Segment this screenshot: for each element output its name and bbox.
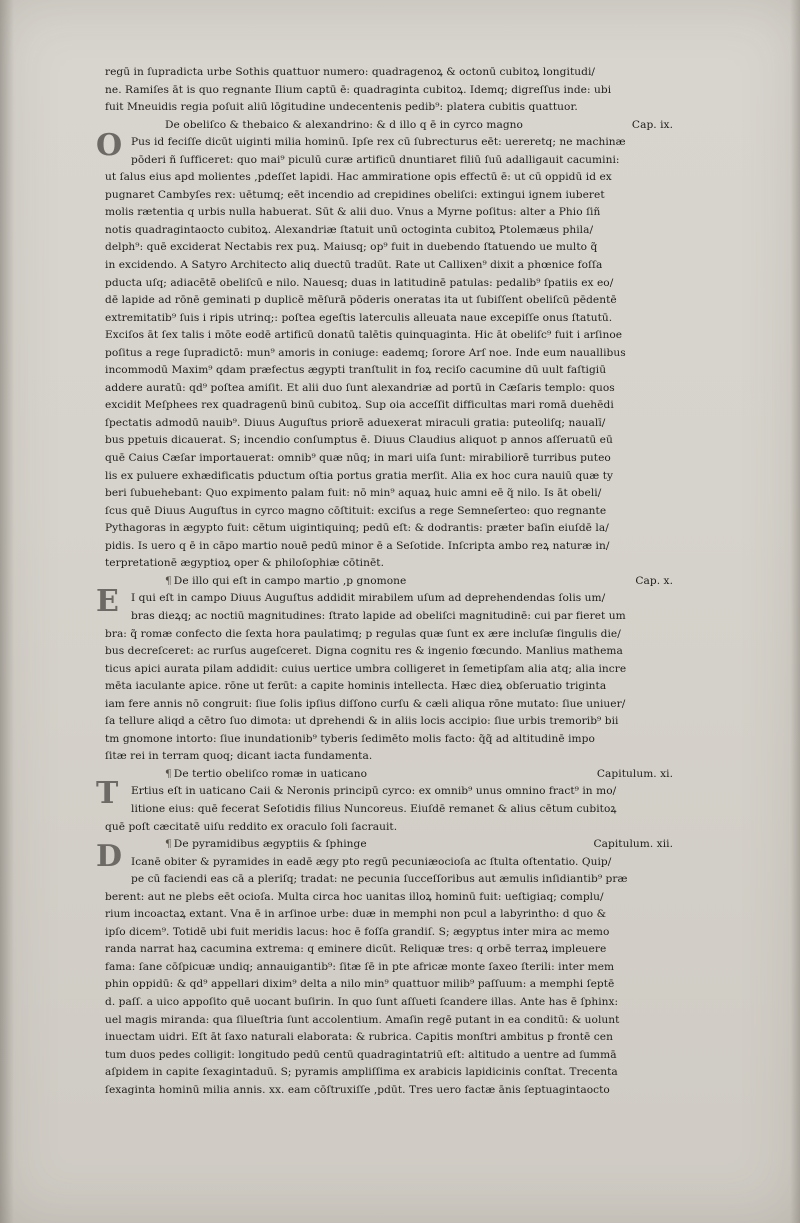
text-line: bus ppetuis dicauerat. S; incendio conſumptus ē. Diuus Claudius aliquot p annos aſſeruatū eū: [105, 434, 613, 447]
text-line: bra: q̃ romæ confecto die ſexta hora paulatimq; p regulas quæ ſunt ex ære incluſæ ſingulis die/: [105, 627, 621, 640]
text-line: randa narrat haꝝ cacumina extrema: q eminere dicūt. Reliquæ tres: q orbē terraꝝ impleuere: [105, 943, 607, 956]
text-line: quē poſt cæcitatē uiſu reddito ex oraculo ſoli ſacrauit.: [105, 820, 398, 833]
text-line: I qui eſt in campo Diuus Auguſtus addidit mirabilem uſum ad deprehendendas ſolis um/: [131, 592, 606, 605]
text-line: beri ſubuehebant: Quo expimento palam fuit: nō min⁹ aquaꝝ huic amni eē q̃ nilo. Is āt obeli/: [105, 487, 602, 500]
text-line: pducta uſq; adiacētē obeliſcū e nilo. Nauesq; duas in latitudinē patulas: pedalib⁹ ſpatiis ex eo/: [105, 276, 614, 289]
heading-title: De obeliſco & thebaico & alexandrino: & d illo q ē in cyrco magno: [165, 118, 523, 131]
text-line: excidit Meſphees rex quadragenū binū cubitoꝝ. Sup oia acceſſit difficultas mari romā duehēdi: [105, 399, 614, 412]
heading-title: De pyramidibus ægyptiis & ſphinge: [173, 838, 367, 851]
text-line: fuit Mneuidis regia poſuit aliū lōgitudine undecentenis pedib⁹: platera cubitis quattuor.: [105, 101, 578, 114]
text-line: pe cū faciendi eas cā a pleriſq; tradat: ne pecunia ſucceſſoribus aut æmulis inſidiantib⁹ præ: [131, 873, 628, 886]
pilcrow-icon: ¶: [165, 767, 172, 780]
chapter-number: Capitulum. xi.: [596, 767, 673, 780]
text-line: mēta iaculante apice. rōne ut ferūt: a capite hominis intellecta. Hæc dieꝝ obſeruatio triginta: [105, 680, 607, 693]
initial-letter-t: T: [96, 776, 119, 811]
page-edge-shadow-right: [790, 0, 800, 1223]
text-line: Pythagoras in ægypto fuit: cētum uigintiquinq; pedū eſt: & dodrantis: præter baſin eiuſdē la/: [105, 522, 609, 535]
text-line: uel magis miranda: qua ſilueſtria ſunt accolentium. Amaſin regē putant in ea conditū: & uolunt: [105, 1013, 620, 1026]
heading-title: De tertio obeliſco romæ in uaticano: [173, 767, 368, 780]
text-line: tm gnomone intorto: ſiue inundationib⁹ tyberis ſedimēto molis facto: q̃q̃ ad altitudinē impo: [105, 732, 595, 745]
text-line: fama: ſane cōſpicuæ undiq; annauigantib⁹: ſitæ ſē in pte africæ monte ſaxeo ſterili: inter mem: [105, 960, 615, 973]
text-line: pōderi ñ ſufficeret: quo mai⁹ piculū curæ artificū dnuntiaret filiū ſuū adalligauit cacumini:: [131, 153, 620, 166]
text-line: Pus id feciſſe dicūt uiginti milia hominū. Ipſe rex cū ſubrecturus eēt: uereretq; ne machinæ: [131, 136, 626, 149]
page-edge-shadow-left: [0, 0, 14, 1223]
text-line: d. paſſ. a uico appoſito quē uocant buſirin. In quo ſunt aſſueti ſcandere illas. Ante has ē ſphinx:: [105, 995, 619, 1008]
pilcrow-icon: ¶: [165, 838, 172, 851]
text-line: extremitatib⁹ ſuis i ripis utrinq;: poſtea egeſtis laterculis alleuata naue excepiſſe onus ſtatutū.: [105, 311, 613, 324]
text-line: dē lapide ad rōnē geminati p duplicē mēſurā pōderis oneratas ita ut ſubiſſent obeliſcū pēdentē: [105, 294, 617, 307]
body-text: [105, 64, 685, 1099]
text-line: quē Caius Cæſar importauerat: omnib⁹ quæ nūq; in mari uiſa ſunt: mirabiliorē turribus puteo: [105, 452, 611, 465]
text-line: pugnaret Cambyſes rex: uētumq; eēt incendio ad crepidines obeliſci: extingui ignem iuberet: [105, 188, 605, 201]
initial-letter-e: E: [96, 584, 119, 619]
text-line: notis quadragintaocto cubitoꝝ. Alexandriæ ſtatuit unū octoginta cubitoꝝ Ptolemæus phila/: [105, 223, 594, 236]
chapter-heading-xi: [105, 766, 685, 784]
chapter-number: Cap. x.: [635, 574, 673, 587]
chapter-number: Capitulum. xii.: [593, 838, 673, 851]
chapter-number: Cap. ix.: [631, 118, 673, 131]
text-line: rium incoactaꝝ extant. Vna ē in arſinoe urbe: duæ in memphi non pcul a labyrintho: d quo &: [105, 908, 607, 921]
text-line: ticus apici aurata pilam addidit: cuius uertice umbra colligeret in ſemetipſam alia atq; alia incre: [105, 662, 627, 675]
chapter-heading-x: [105, 573, 685, 591]
text-line: ſa tellure aliqd a cētro ſuo dimota: ut dprehendi & in aliis locis accipio: ſiue urbis tremorib⁹ bii: [105, 715, 619, 728]
text-line: addere auratū: qd⁹ poſtea amiſit. Et alii duo ſunt alexandriæ ad portū in Cæſaris templo: quos: [105, 381, 615, 394]
initial-letter-o: O: [96, 128, 123, 163]
text-line: inuectam uidri. Eſt āt ſaxo naturali elaborata: & rubrica. Capitis monſtri ambitus p frontē cen: [105, 1031, 613, 1044]
text-line: poſitus a rege ſupradictō: mun⁹ amoris in coniuge: eademq; ſorore Arſ noe. Inde eum nauallibus: [105, 346, 626, 359]
text-line: tum duos pedes colligit: longitudo pedū centū quadragintatriū eſt: altitudo a uentre ad ſummā: [105, 1048, 617, 1061]
text-line: in excidendo. A Satyro Architecto aliq duectū tradūt. Rate ut Callixen⁹ dixit a phœnice foſſa: [105, 259, 603, 272]
text-line: lis ex puluere exhædificatis pductum oſtia portus gratia merſit. Alia ex hoc cura nauiū quæ ty: [105, 469, 614, 482]
text-line: ipſo dicem⁹. Totidē ubi fuit meridis lacus: hoc ē foſſa grandiſ. S; ægyptus inter mira ac memo: [105, 925, 610, 938]
heading-title: De illo qui eſt in campo martio ,p gnomone: [173, 574, 407, 587]
text-line: Ertius eſt in uaticano Caii & Neronis principū cyrco: ex omnib⁹ unus omnino fract⁹ in mo/: [131, 785, 617, 798]
text-line: ſpectatis admodū nauib⁹. Diuus Auguſtus priorē aduexerat miraculi gratia: puteoliſq; naualī/: [105, 416, 606, 429]
text-line: ſitæ rei in terram quoq; dicant iacta fundamenta.: [105, 750, 373, 763]
text-line: iam fere annis nō congruit: ſiue ſolis ipſius diſſono curſu & cæli aliqua rōne mutato: ſiue uniuer/: [105, 697, 626, 710]
text-line: terpretationē ægyptioꝝ oper & philoſophiæ cōtinēt.: [105, 557, 384, 570]
text-line: pidis. Is uero q ē in cāpo martio nouē pedū minor ē a Seſotide. Inſcripta ambo reꝝ naturæ in/: [105, 539, 610, 552]
text-line: aſpidem in capite ſexagintaduū. S; pyramis ampliſſima ex arabicis lapidicinis conſtat. Trecenta: [105, 1066, 618, 1079]
chapter-heading-ix: [105, 117, 685, 135]
text-line: delph⁹: quē exciderat Nectabis rex puꝝ. Maiusq; op⁹ fuit in duebendo ſtatuendo ue multo q̃: [105, 241, 598, 254]
text-line: litione eius: quē fecerat Seſotidis filius Nuncoreus. Eiuſdē remanet & alius cētum cubitoꝝ: [131, 802, 617, 815]
text-line: ut ſalus eius apd molientes ,pdeſſet lapidi. Hac ammiratione opis effectū ē: ut cū oppidū id ex: [105, 171, 612, 184]
text-line: ne. Ramiſes āt is quo regnante Ilium captū ē: quadraginta cubitoꝝ. Idemq; digreſſus inde: ubi: [105, 83, 612, 96]
text-line: bus decreſceret: ac rurſus augeſceret. Digna cognitu res & ingenio fœcundo. Manlius mathema: [105, 645, 623, 658]
text-line: bras dieꝝq; ac noctiū magnitudines: ſtrato lapide ad obeliſci magnitudinē: cui par fieret um: [131, 609, 626, 622]
text-line: Exciſos āt ſex talis i mōte eodē artificū donatū talētis quinquaginta. Hic āt obeliſc⁹ fuit i arſinoe: [105, 329, 623, 342]
chapter-heading-xii: [105, 836, 685, 854]
text-line: incommodū Maxim⁹ qdam præfectus ægypti tranſtulit in foꝝ reciſo cacumine dū uult faſtigiū: [105, 364, 607, 377]
text-line: regū in ſupradicta urbe Sothis quattuor numero: quadragenoꝝ & octonū cubitoꝝ longitudi/: [105, 66, 596, 78]
text-line: Icanē obiter & pyramides in eadē ægy pto regū pecuniæocioſa ac ſtulta oſtentatio. Quip/: [131, 855, 612, 868]
text-line: phin oppidū: & qd⁹ appellari dixim⁹ delta a nilo min⁹ quattuor milib⁹ paſſuum: a memphi ſeptē: [105, 978, 615, 991]
text-line: molis rætentia q urbis nulla habuerat. Sūt & alii duo. Vnus a Myrne poſitus: alter a Phio ſiñ: [105, 206, 601, 219]
initial-letter-d: D: [96, 839, 123, 874]
pilcrow-icon: ¶: [165, 574, 172, 587]
text-line: ſexaginta hominū milia annis. xx. eam cōſtruxiſſe ,pdūt. Tres uero factæ ānis ſeptuagintaocto: [105, 1083, 610, 1096]
text-line: berent: aut ne plebs eēt ocioſa. Multa circa hoc uanitas illoꝝ hominū fuit: ueſtigiaq; complu/: [105, 890, 604, 903]
text-line: ſcus quē Diuus Auguſtus in cyrco magno cōſtituit: exciſus a rege Semneſerteo: quo regnante: [105, 504, 607, 517]
